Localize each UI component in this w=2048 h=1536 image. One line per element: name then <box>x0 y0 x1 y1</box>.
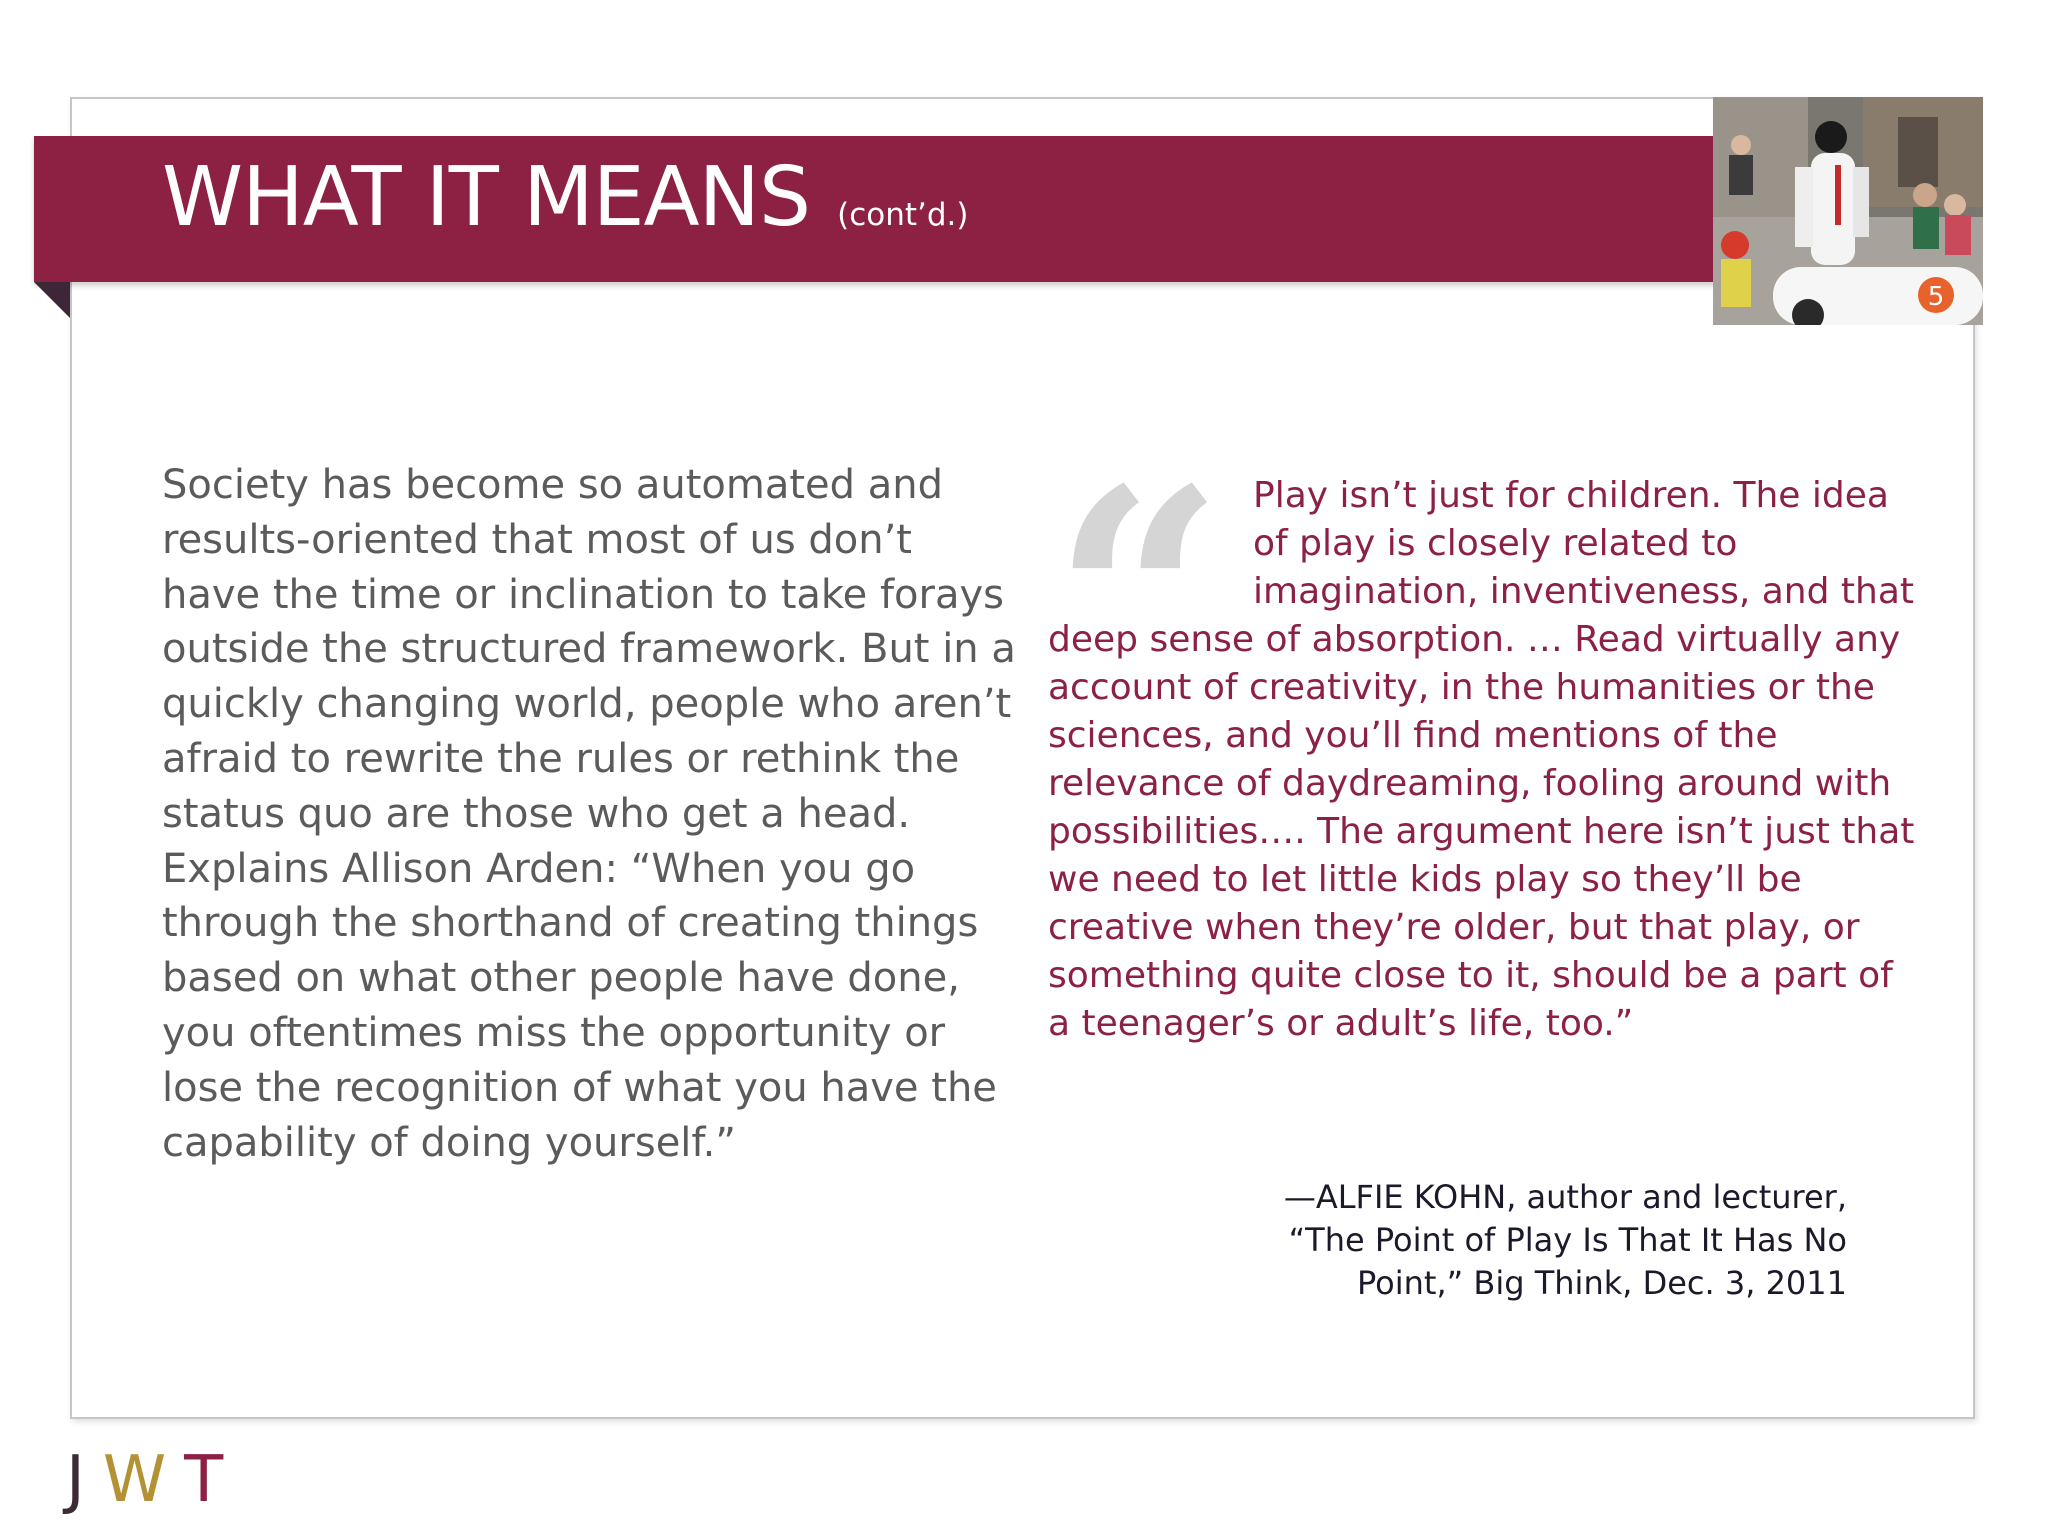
slide-title <box>162 150 969 245</box>
logo-letter-t: T <box>184 1443 242 1517</box>
logo-letter-j: J <box>66 1443 103 1517</box>
quote-attribution <box>1200 1176 1847 1305</box>
festival-photo-illustration <box>1713 97 1983 325</box>
attribution-line-1: —ALFIE KOHN, author and lecturer, <box>1283 1178 1847 1216</box>
slide-title-main: WHAT IT MEANS <box>162 150 811 245</box>
body-paragraph: Society has become so automated and results-oriented that most of us don’t have the time or inclination to take forays outside the structured framework. But in a quickly changing world, people who aren’t afraid to rewrite the rules or rethink the status quo are those who get a head. Explains Allison Arden: “When you go through the shorthand of creating things based on what other people have done, you oftentimes miss the opportunity or lose the recognition of what you have the capability of doing yourself.” <box>162 462 1016 1166</box>
slide-title-subtitle: (cont’d.) <box>837 197 969 233</box>
quote-mark-spacer <box>1048 472 1253 616</box>
attribution-line-3: Point,” Big Think, Dec. 3, 2011 <box>1357 1264 1847 1302</box>
car-number-label: 5 <box>1927 282 1945 312</box>
pull-quote <box>1048 472 1918 1048</box>
festival-photo <box>1713 97 1983 325</box>
pull-quote-text: Play isn’t just for children. The idea of play is closely related to imagination, inventiveness, and that deep sense of absorption. … Read virtually any account of creativity, in the humanities or the sciences, and you’ll find mentions of the relevance of daydreaming, fooling around with possibilities…. The argument here isn’t just that we need to let little kids play so they’ll be creative when they’re older, but that play, or something quite close to it, should be a part of a teenager’s or adult’s life, too.” <box>1048 475 1915 1044</box>
quotation-mark-icon: “ <box>1052 423 1203 776</box>
attribution-line-2: “The Point of Play Is That It Has No <box>1288 1221 1847 1259</box>
logo-letter-w: W <box>102 1443 185 1517</box>
title-band-fold <box>34 282 70 318</box>
jwt-logo <box>66 1445 241 1515</box>
